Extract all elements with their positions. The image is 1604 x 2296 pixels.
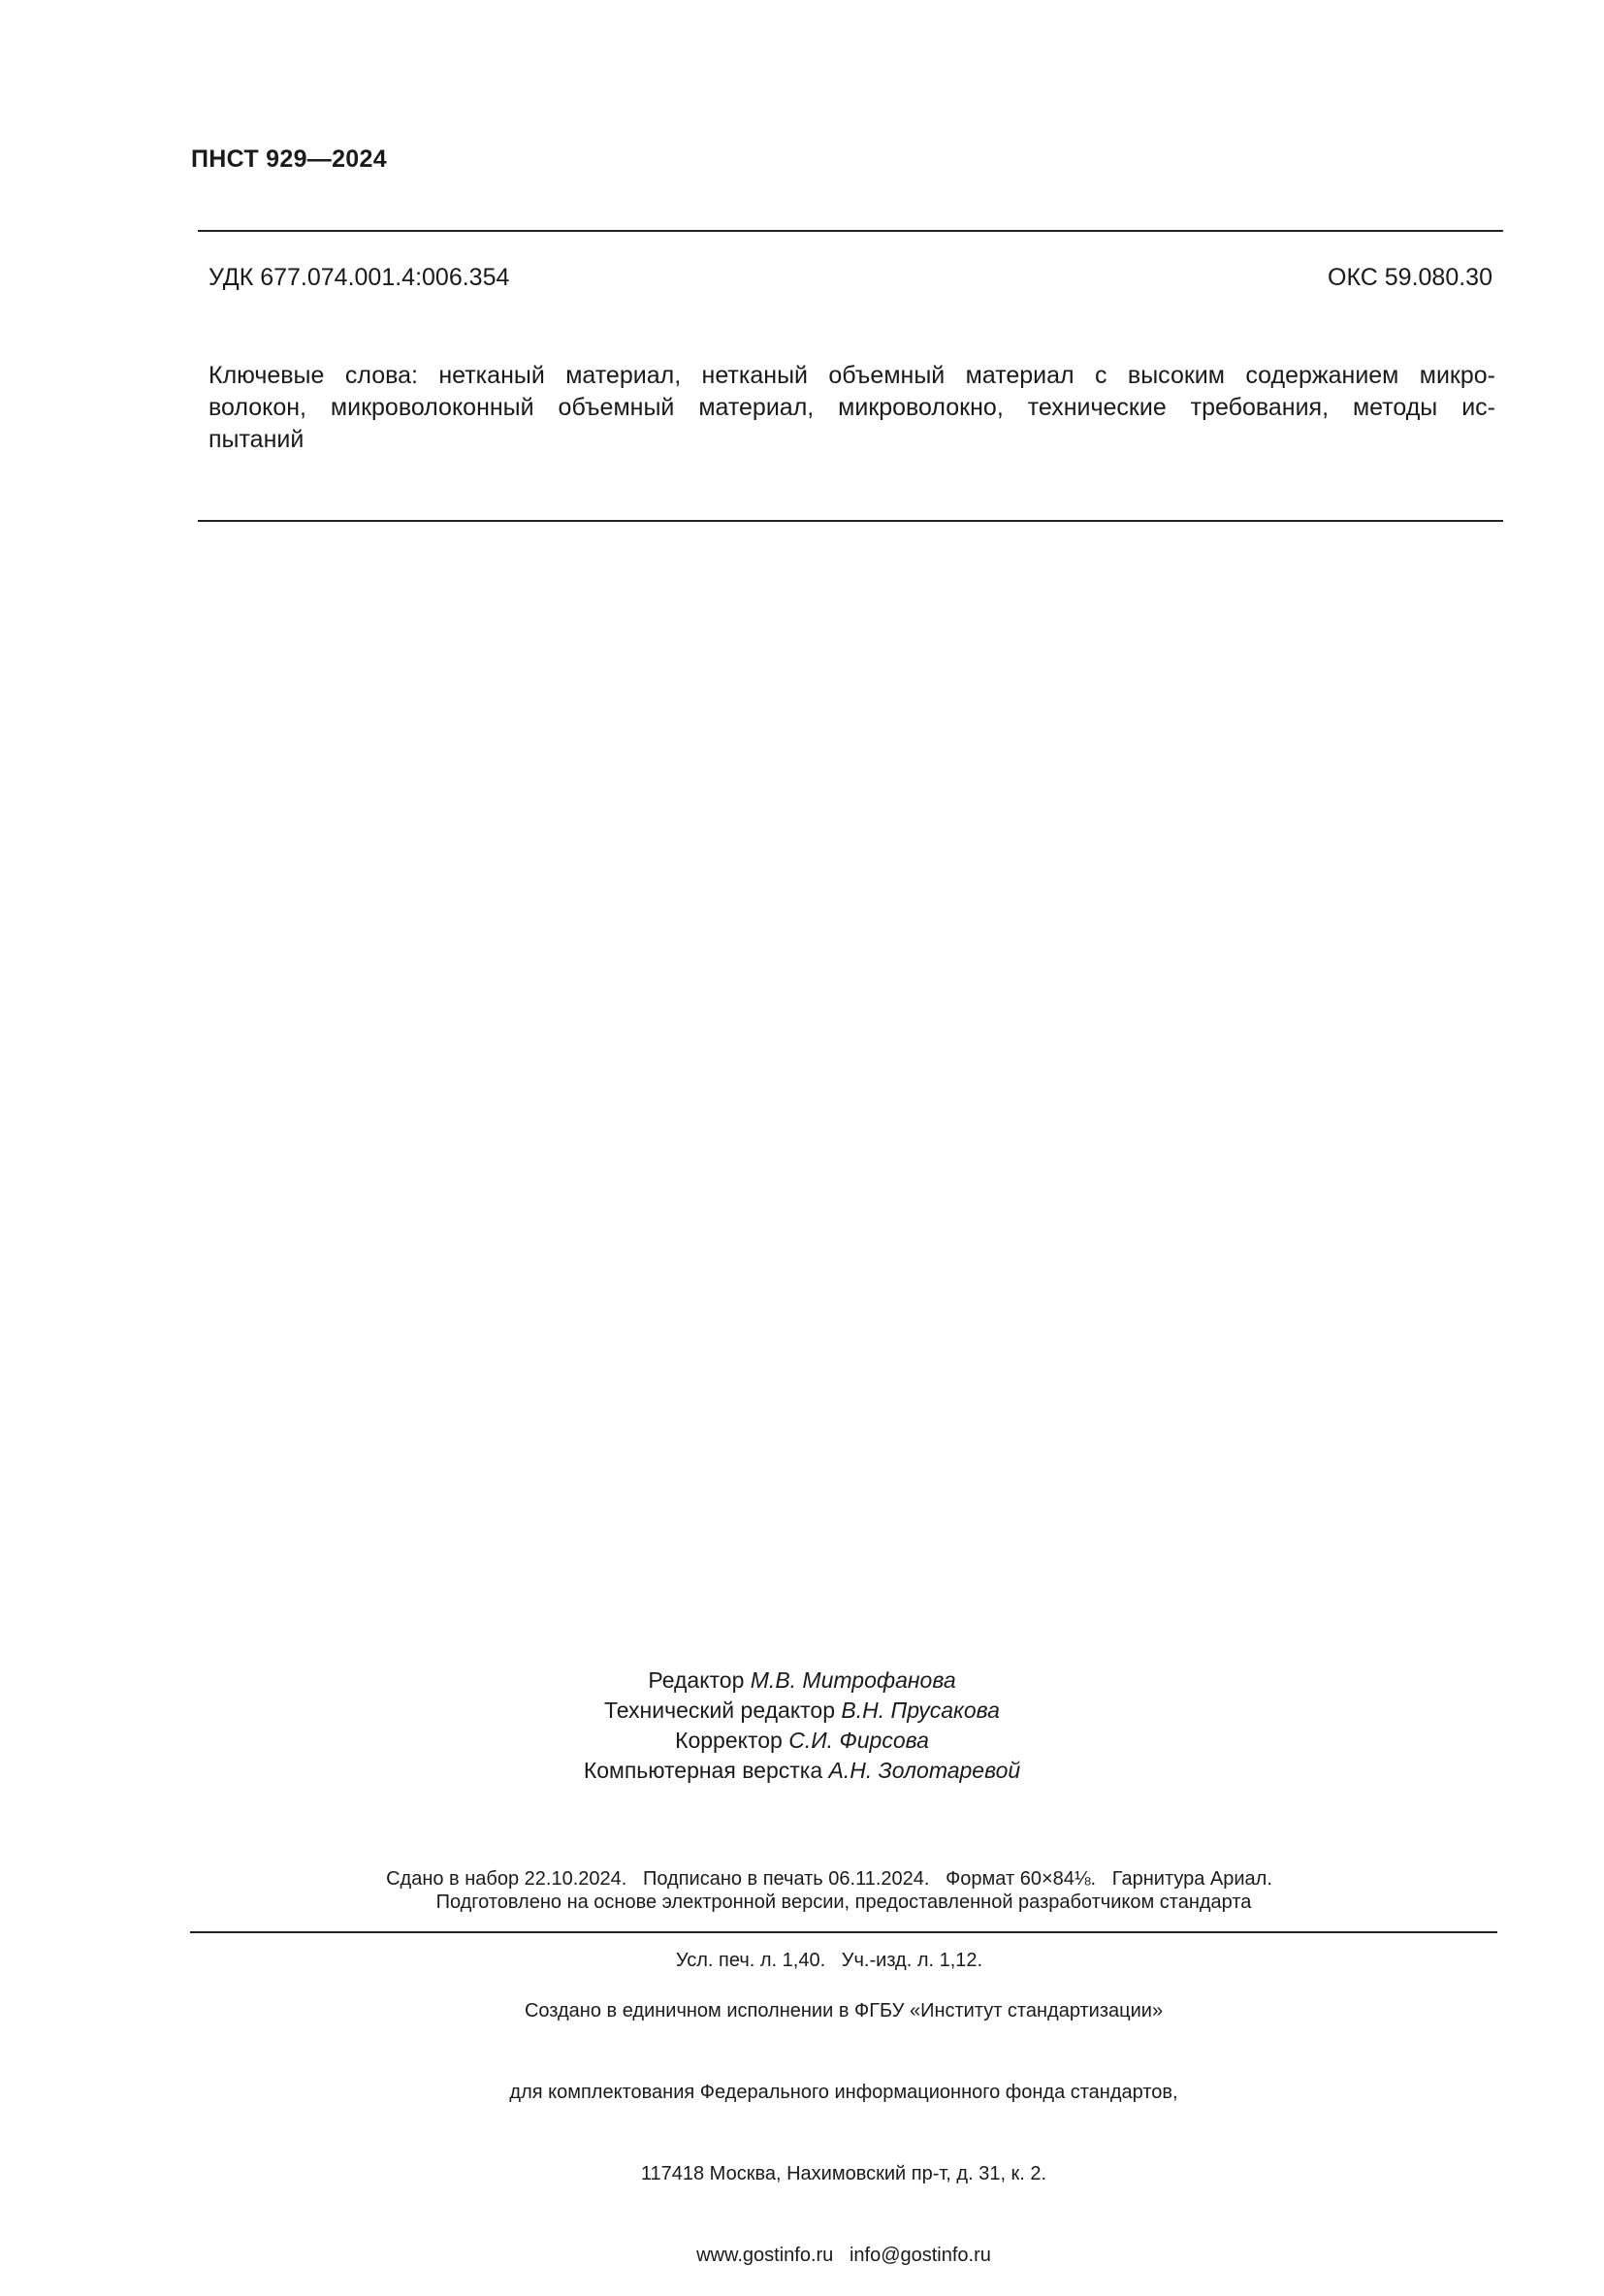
staff-line-proofreader: [0, 1726, 1604, 1756]
bottom-divider: [190, 1931, 1497, 1933]
top-divider: [198, 230, 1503, 232]
udk-code: УДК 677.074.001.4:006.354: [209, 264, 510, 291]
staff-role: Технический редактор: [604, 1698, 836, 1723]
staff-role: Корректор: [675, 1728, 783, 1753]
print-details-line: Усл. печ. л. 1,40. Уч.-изд. л. 1,12.: [675, 1950, 983, 1971]
middle-divider: [198, 520, 1503, 522]
staff-name: М.В. Митрофанова: [750, 1667, 956, 1693]
publisher-info: [0, 1943, 1604, 2296]
oks-code: ОКС 59.080.30: [1328, 264, 1492, 291]
publisher-line: 117418 Москва, Нахимовский пр-т, д. 31, к. 2.: [640, 2163, 1047, 2184]
print-details-line: Сдано в набор 22.10.2024. Подписано в печать 06.11.2024. Формат 60×84⅛. Гарнитура Ариал.: [386, 1868, 1272, 1890]
prepared-note: Подготовлено на основе электронной версии, предоставленной разработчиком стандарта: [435, 1892, 1252, 1913]
staff-role: Компьютерная верстка: [583, 1758, 823, 1783]
keywords-line: пытаний: [209, 426, 305, 453]
keywords-line: волокон, микроволоконный объемный материал, микроволокно, технические требования, методы ис-: [209, 394, 1495, 421]
staff-name: В.Н. Прусакова: [841, 1698, 1000, 1723]
staff-name: А.Н. Золотаревой: [828, 1758, 1021, 1783]
staff-role: Редактор: [648, 1667, 745, 1693]
staff-line-editor: [0, 1665, 1604, 1696]
keywords-paragraph: [209, 360, 1495, 456]
publisher-line: Создано в единичном исполнении в ФГБУ «Институт стандартизации»: [524, 2000, 1164, 2021]
document-code: ПНСТ 929—2024: [191, 146, 387, 173]
staff-line-layout: [0, 1756, 1604, 1786]
staff-line-tech-editor: [0, 1696, 1604, 1726]
publisher-line: для комплектования Федерального информационного фонда стандартов,: [509, 2082, 1178, 2103]
keywords-line: Ключевые слова: нетканый материал, нетканый объемный материал с высоким содержанием микро-: [209, 362, 1495, 389]
staff-credits: [0, 1665, 1604, 1786]
staff-name: С.И. Фирсова: [788, 1728, 929, 1753]
publisher-contacts: www.gostinfo.ru info@gostinfo.ru: [696, 2245, 991, 2266]
